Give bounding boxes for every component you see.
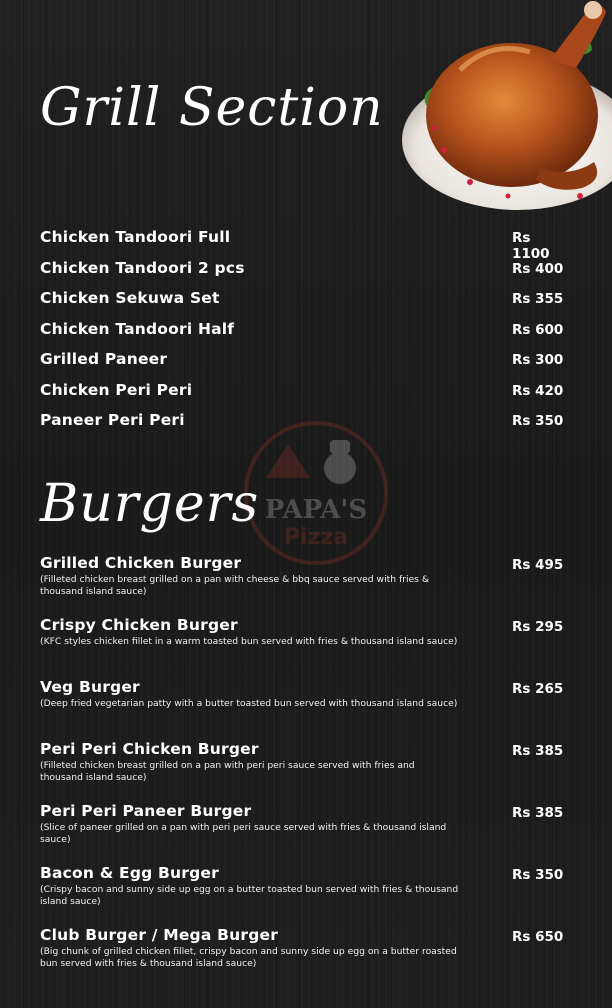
item-price: Rs 350 [512,867,564,883]
item-name: Peri Peri Chicken Burger [40,740,259,758]
menu-item [40,228,572,262]
item-name: Chicken Tandoori Full [40,228,231,246]
item-name: Grilled Paneer [40,350,168,368]
item-name: Paneer Peri Peri [40,411,185,429]
menu-item [40,411,572,442]
item-price: Rs 420 [512,382,564,399]
grill-section-title: Grill Section [40,78,384,138]
item-price: Rs 295 [512,619,564,635]
item-description: (Filleted chicken breast grilled on a pan with peri peri sauce served with fries and thousand island sauce) [40,760,415,783]
item-price: Rs 350 [512,413,564,429]
item-name: Crispy Chicken Burger [40,616,238,634]
burger-menu-list [40,554,572,988]
item-name: Chicken Tandoori 2 pcs [40,258,245,277]
menu-item [40,678,572,740]
watermark-brand-line1: PAPA'S [264,495,368,525]
item-description: (Deep fried vegetarian patty with a butter toasted bun served with thousand island sauce) [40,698,458,709]
item-price: Rs 265 [512,681,564,697]
burgers-section-title: Burgers [40,474,260,534]
menu-item [40,740,572,802]
item-price: Rs 1100 [512,230,550,262]
item-price: Rs 495 [512,557,564,573]
item-description: (Slice of paneer grilled on a pan with peri peri sauce served with fries & thousand island sauce) [40,822,447,845]
menu-item [40,289,572,320]
item-description: (Big chunk of grilled chicken fillet, crispy bacon and sunny side up egg on a butter roasted bun served with fries & thousand island sauce) [40,946,457,969]
item-price: Rs 385 [512,743,564,759]
item-name: Chicken Sekuwa Set [40,289,220,307]
item-price: Rs 385 [512,805,564,821]
menu-item [40,259,572,290]
menu-item [40,926,572,988]
menu-item [40,554,572,616]
item-price: Rs 650 [512,929,564,945]
item-name: Grilled Chicken Burger [40,554,242,572]
item-description: (KFC styles chicken fillet in a warm toasted bun served with fries & thousand island sauce) [40,636,458,647]
item-name: Club Burger / Mega Burger [40,926,279,944]
menu-item [40,350,572,381]
grill-menu-list [40,228,572,442]
item-description: (Crispy bacon and sunny side up egg on a butter toasted bun served with fries & thousand island sauce) [40,884,459,907]
item-price: Rs 355 [512,291,564,307]
item-name: Chicken Tandoori Half [40,319,235,338]
item-name: Veg Burger [40,678,140,696]
menu-item [40,381,572,412]
item-price: Rs 300 [512,352,564,368]
roast-chicken-icon [400,0,612,215]
watermark-brand-line2: Pizza [283,525,349,550]
item-price: Rs 400 [512,260,564,277]
item-name: Bacon & Egg Burger [40,864,219,882]
menu-item [40,802,572,864]
item-name: Chicken Peri Peri [40,380,193,399]
item-price: Rs 600 [512,321,564,338]
menu-item [40,616,572,678]
item-description: (Filleted chicken breast grilled on a pan with cheese & bbq sauce served with fries & thousand island sauce) [40,574,430,597]
menu-item [40,864,572,926]
item-name: Peri Peri Paneer Burger [40,802,252,820]
menu-item [40,320,572,351]
